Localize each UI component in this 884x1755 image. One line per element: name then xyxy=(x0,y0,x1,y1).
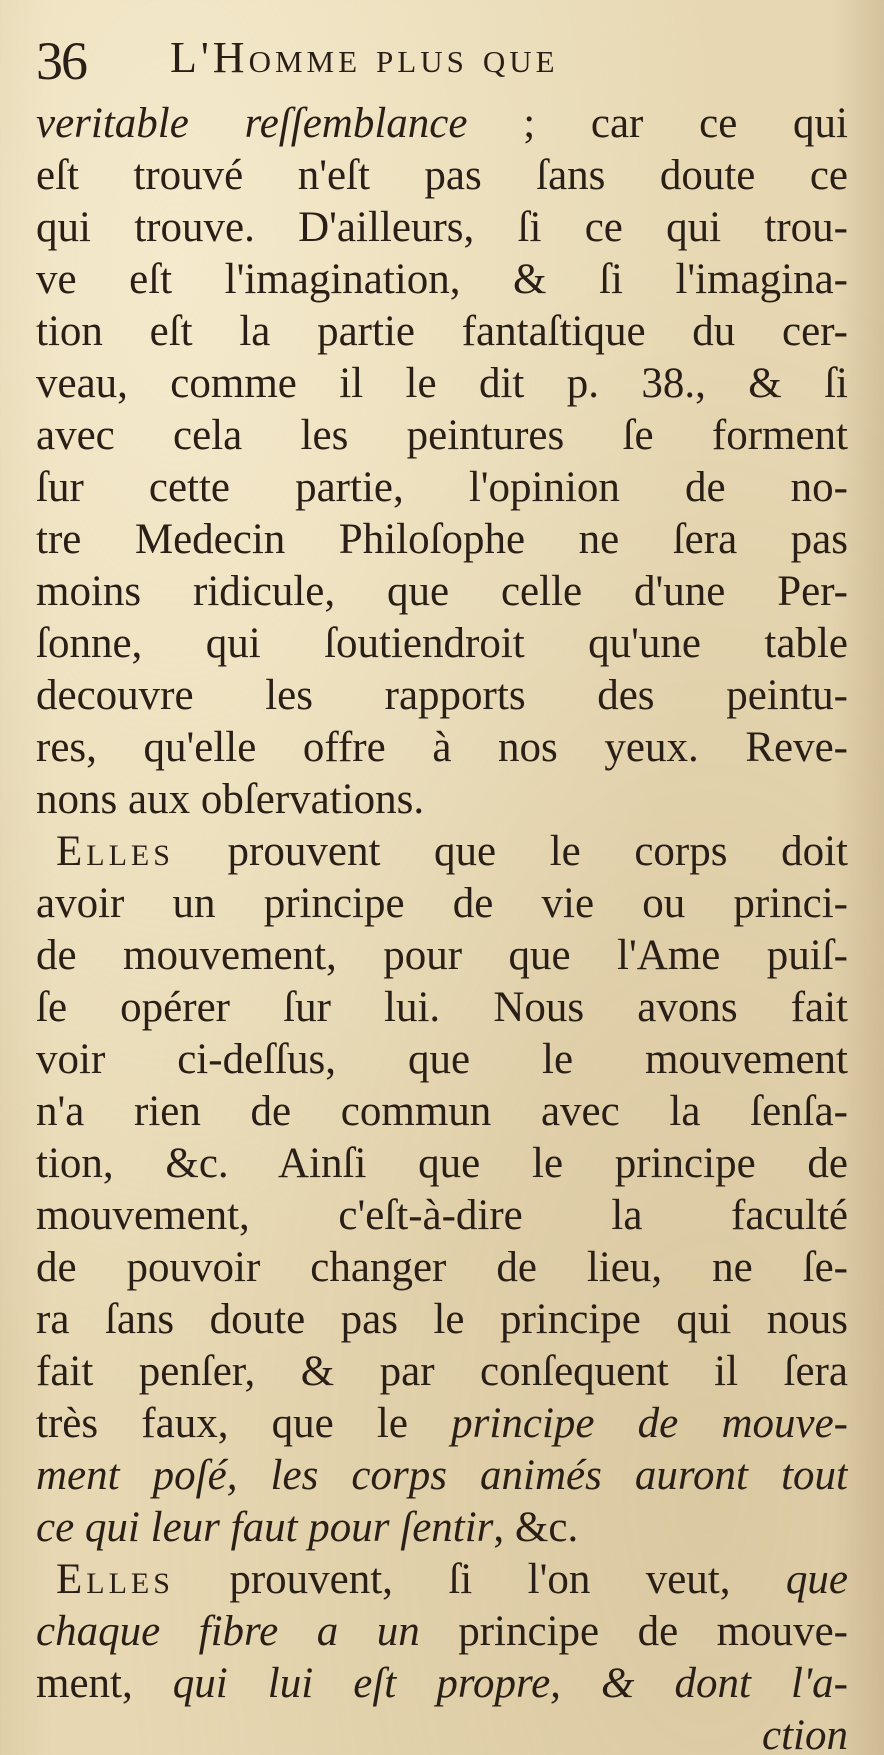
small-caps-word: Elles xyxy=(56,1556,174,1603)
text-run: ment, xyxy=(36,1660,173,1707)
text-line: avec cela les peintures ſe forment xyxy=(36,412,848,459)
italic-phrase: chaque fibre a un xyxy=(36,1608,420,1655)
text-line xyxy=(36,98,848,150)
text-line: ſe opérer ſur lui. Nous avons fait xyxy=(36,984,848,1031)
text-run: principe de mouve- xyxy=(419,1608,848,1655)
text-line xyxy=(36,1554,848,1606)
text-line: tion eſt la partie fantaſtique du cer- xyxy=(36,308,848,355)
text-line: moins ridicule, que celle d'une Per- xyxy=(36,568,848,615)
catchword-text: ction xyxy=(762,1712,848,1755)
small-caps-word: Elles xyxy=(56,828,174,875)
text-line: decouvre les rapports des peintu- xyxy=(36,672,848,719)
text-line xyxy=(36,1398,848,1450)
text-line: eſt trouvé n'eſt pas ſans doute ce xyxy=(36,152,848,199)
text-line: fait penſer, & par conſequent il ſera xyxy=(36,1348,848,1395)
text-line: de mouvement, pour que l'Ame puiſ- xyxy=(36,932,848,979)
text-line: ve eſt l'imagination, & ſi l'imagina- xyxy=(36,256,848,303)
page-header xyxy=(36,20,848,98)
body-text xyxy=(36,98,848,1755)
italic-phrase: ment poſé, les corps animés auront tout xyxy=(36,1452,848,1499)
text-line: n'a rien de commun avec la ſenſa- xyxy=(36,1088,848,1135)
text-line: veau, comme il le dit p. 38., & ſi xyxy=(36,360,848,407)
text-run: prouvent, ſi l'on veut, xyxy=(173,1556,786,1603)
text-line: res, qu'elle offre à nos yeux. Reve- xyxy=(36,724,848,771)
text-line: voir ci-deſſus, que le mouvement xyxy=(36,1036,848,1083)
text-line xyxy=(36,826,848,878)
text-line: ſonne, qui ſoutiendroit qu'une table xyxy=(36,620,848,667)
italic-phrase: qui lui eſt propre, & dont l'a- xyxy=(172,1660,848,1707)
text-line: de pouvoir changer de lieu, ne ſe- xyxy=(36,1244,848,1291)
text-line xyxy=(36,1606,848,1658)
text-line xyxy=(36,1450,848,1502)
text-run: , &c. xyxy=(493,1504,579,1551)
text-line xyxy=(36,1658,848,1710)
catchword xyxy=(36,1710,848,1755)
page-number: 36 xyxy=(36,31,86,91)
text-line: qui trouve. D'ailleurs, ſi ce qui trou- xyxy=(36,204,848,251)
text-line: tion, &c. Ainſi que le principe de xyxy=(36,1140,848,1187)
italic-phrase: principe de mouve- xyxy=(451,1400,848,1447)
italic-phrase: ce qui leur faut pour ſentir xyxy=(36,1504,494,1551)
text-run: très faux, que le xyxy=(36,1400,452,1447)
italic-phrase: que xyxy=(785,1556,848,1603)
text-line xyxy=(36,1502,848,1554)
italic-phrase: veritable reſſemblance xyxy=(36,100,468,147)
text-run: ; car ce qui xyxy=(467,100,848,147)
text-line: nons aux obſervations. xyxy=(36,776,425,823)
text-line: tre Medecin Philoſophe ne ſera pas xyxy=(36,516,848,563)
running-head: L'Homme plus que xyxy=(170,33,559,82)
text-run: prouvent que le corps doit xyxy=(173,828,848,875)
text-line: avoir un principe de vie ou princi- xyxy=(36,880,848,927)
text-line: ra ſans doute pas le principe qui nous xyxy=(36,1296,848,1343)
text-line: mouvement, c'eſt-à-dire la faculté xyxy=(36,1192,848,1239)
text-line: ſur cette partie, l'opinion de no- xyxy=(36,464,848,511)
book-page xyxy=(36,20,848,1755)
